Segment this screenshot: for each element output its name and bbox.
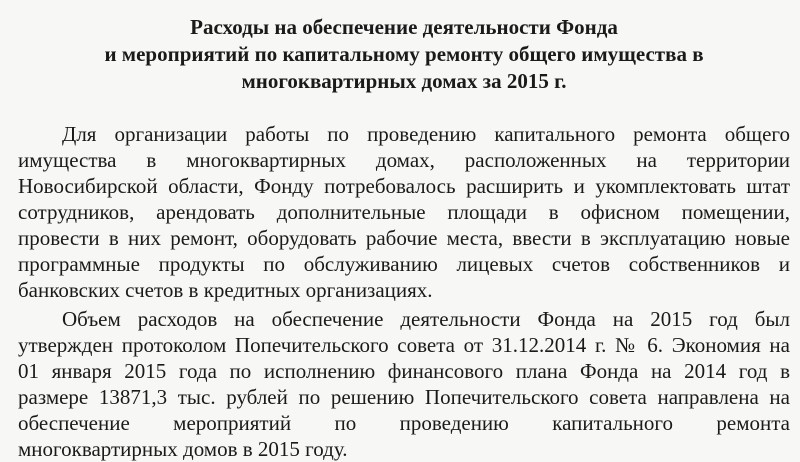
paragraph-line: обеспечение мероприятий по проведению капитального ремонта xyxy=(18,411,790,435)
paragraph-line: Для организации работы по проведению капитального ремонта общего xyxy=(62,122,790,146)
paragraph-line: утвержден протоколом Попечительского совета от 31.12.2014 г. № 6. Экономия на xyxy=(18,333,790,357)
paragraph-line: сотрудников, арендовать дополнительные площади в офисном помещении, xyxy=(18,200,790,224)
paragraph-line: программные продукты по обслуживанию лицевых счетов собственников и xyxy=(18,252,790,276)
paragraph-line: Объем расходов на обеспечение деятельности Фонда на 2015 год был xyxy=(62,307,790,331)
document-title xyxy=(18,14,790,95)
paragraph-line: размере 13871,3 тыс. рублей по решению Попечительского совета направлена на xyxy=(18,385,790,409)
paragraph-line: имущества в многоквартирных домах, расположенных на территории xyxy=(18,148,790,172)
paragraph-1 xyxy=(18,121,790,303)
paragraph-line: Новосибирской области, Фонду потребовалось расширить и укомплектовать штат xyxy=(18,174,790,198)
paragraph-line: банковских счетов в кредитных организациях. xyxy=(18,278,433,302)
paragraph-line: многоквартирных домов в 2015 году. xyxy=(18,437,348,461)
title-line-2: и мероприятий по капитальному ремонту общего имущества в xyxy=(104,42,704,66)
paragraph-2 xyxy=(18,306,790,462)
paragraph-line: 01 января 2015 года по исполнению финансового плана Фонда на 2014 год в xyxy=(18,359,790,383)
title-line-3: многоквартирных домах за 2015 г. xyxy=(241,69,567,93)
paragraph-line: провести в них ремонт, оборудовать рабочие места, ввести в эксплуатацию новые xyxy=(18,226,790,250)
title-line-1: Расходы на обеспечение деятельности Фонда xyxy=(190,15,618,39)
